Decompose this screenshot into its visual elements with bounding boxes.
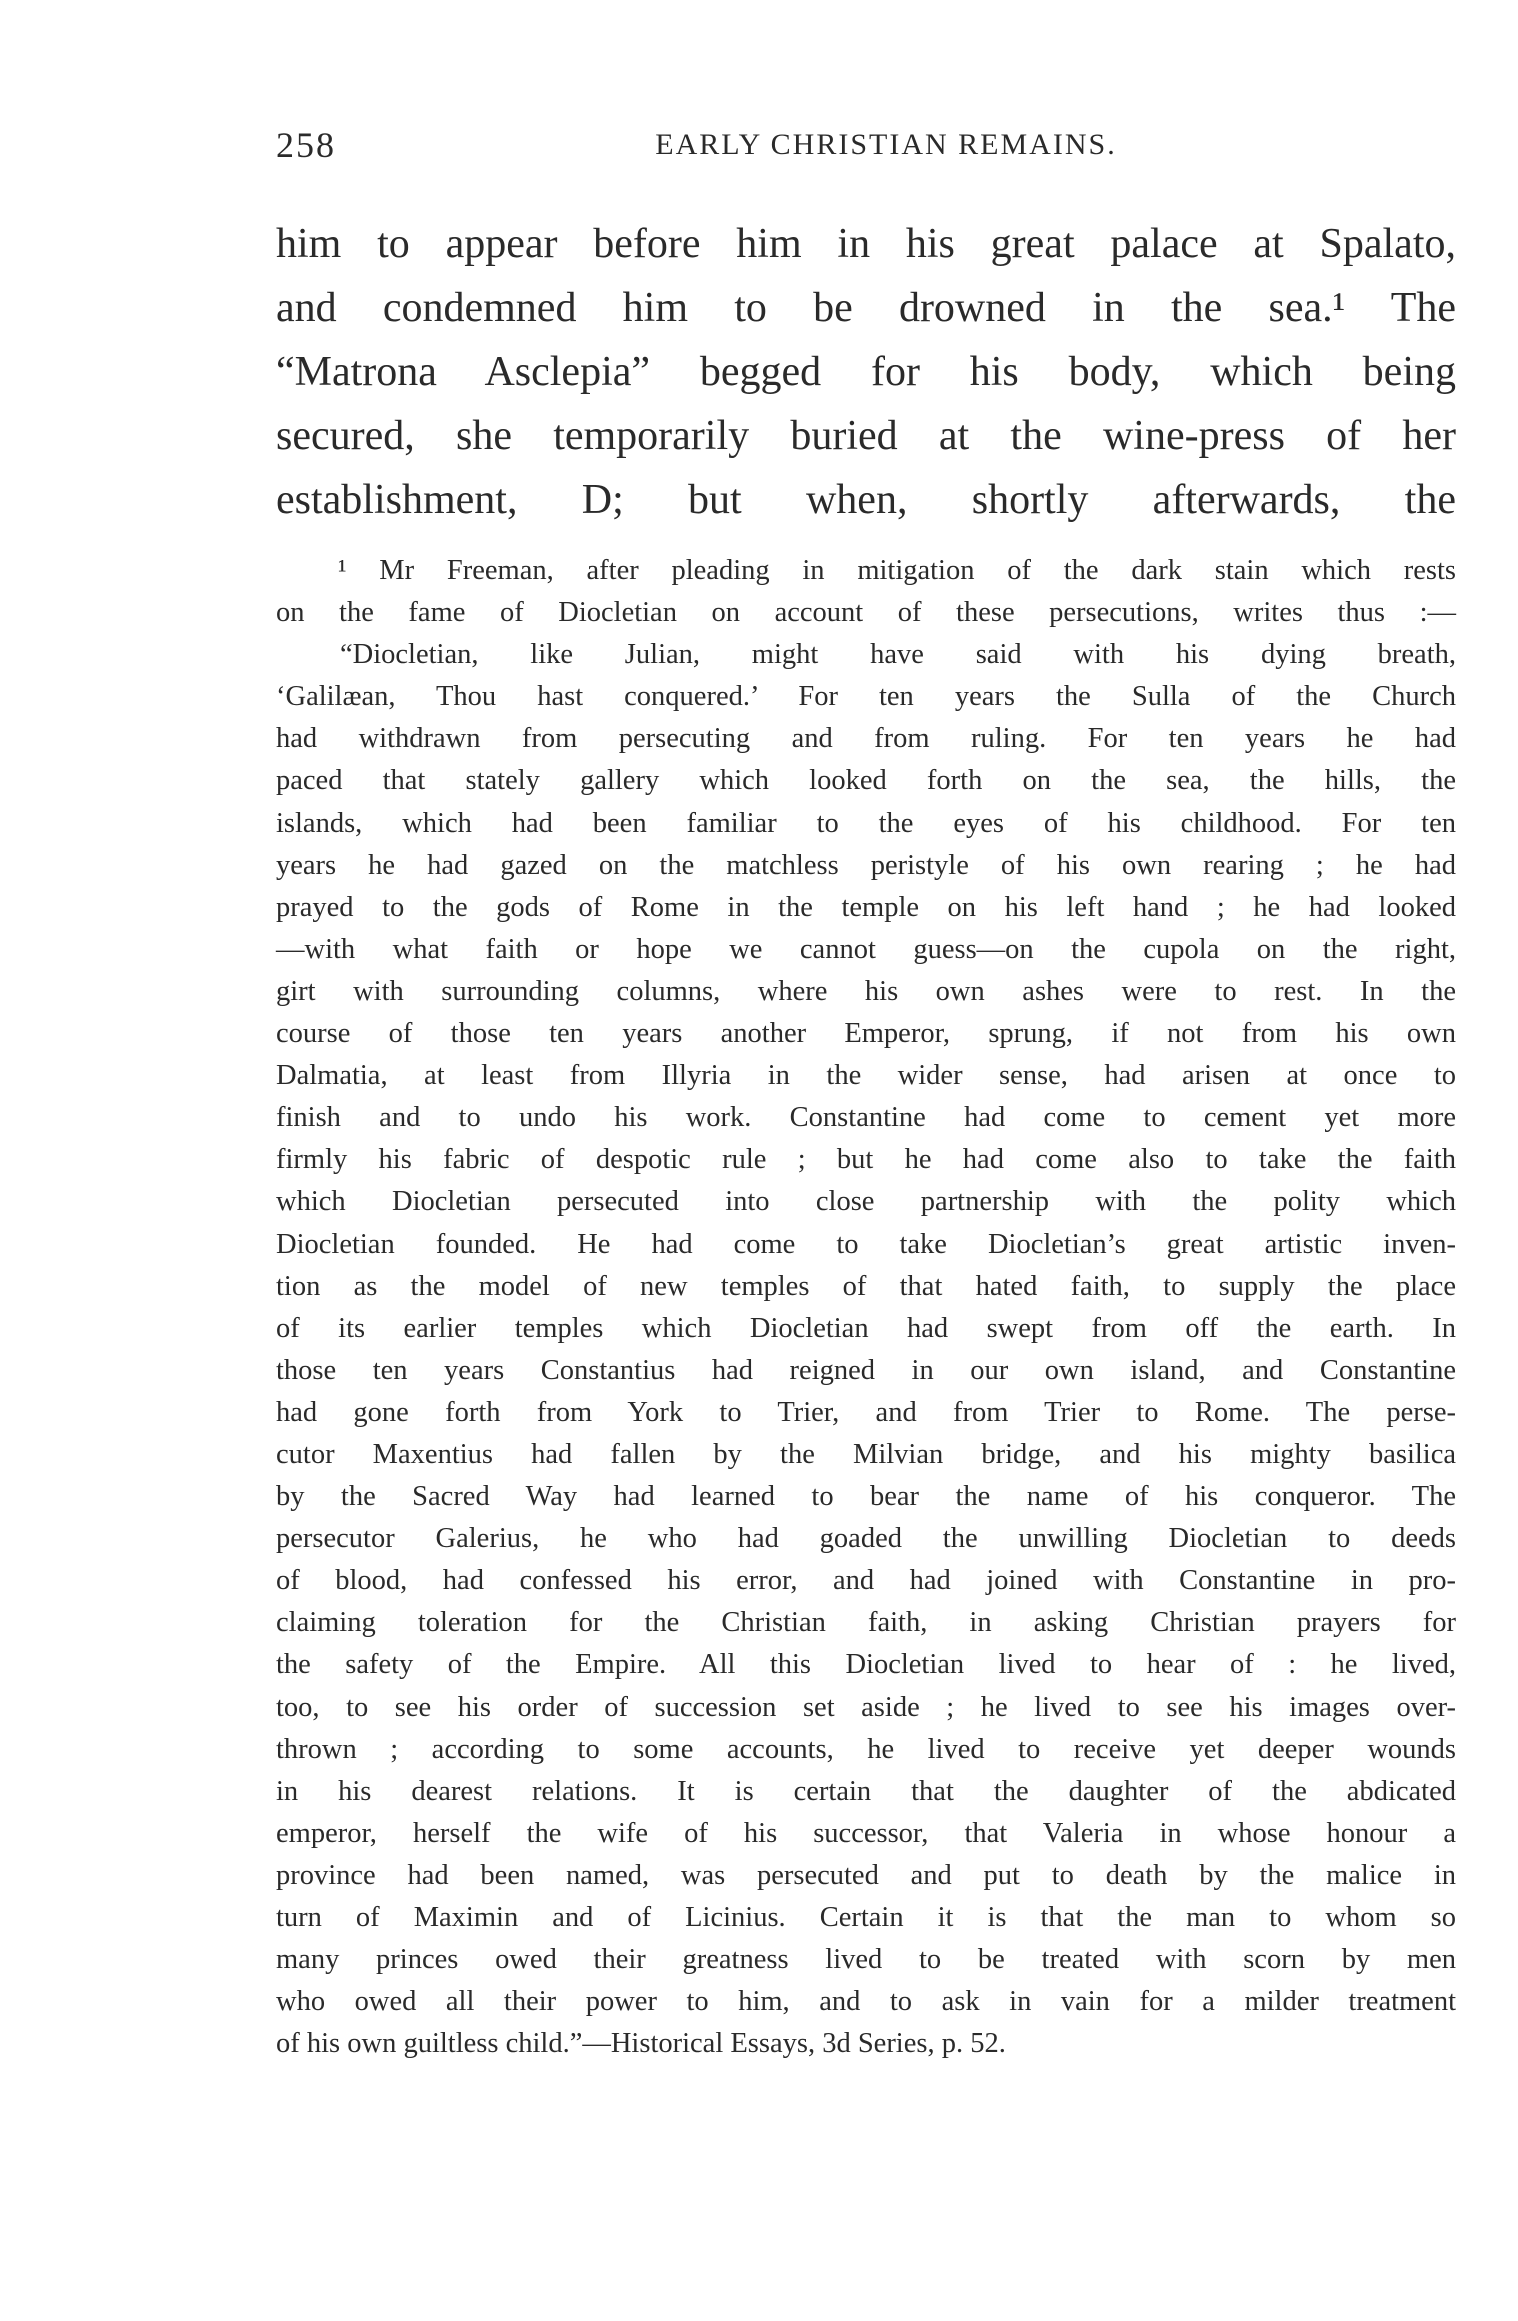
footnote-line: “Diocletian, like Julian, might have said with his dying breath, — [340, 639, 1456, 671]
footnote-line: had gone forth from York to Trier, and from Trier to Rome. The perse- — [276, 1396, 1456, 1428]
footnote-line: which Diocletian persecuted into close partnership with the polity which — [276, 1186, 1456, 1218]
footnote — [276, 550, 1456, 2065]
footnote-line: of blood, had confessed his error, and had joined with Constantine in pro- — [276, 1565, 1456, 1597]
footnote-line: many princes owed their greatness lived to be treated with scorn by men — [276, 1944, 1456, 1976]
footnote-line: girt with surrounding columns, where his own ashes were to rest. In the — [276, 975, 1456, 1007]
footnote-line: emperor, herself the wife of his successor, that Valeria in whose honour a — [276, 1817, 1456, 1849]
body-line: “Matrona Asclepia” begged for his body, which being — [276, 349, 1456, 395]
footnote-line: Dalmatia, at least from Illyria in the wider sense, had arisen at once to — [276, 1060, 1456, 1092]
footnote-line: paced that stately gallery which looked forth on the sea, the hills, the — [276, 765, 1456, 797]
footnote-line: finish and to undo his work. Constantine had come to cement yet more — [276, 1102, 1456, 1134]
footnote-line: in his dearest relations. It is certain that the daughter of the abdicated — [276, 1775, 1456, 1807]
footnote-line: the safety of the Empire. All this Diocletian lived to hear of : he lived, — [276, 1649, 1456, 1681]
body-line: and condemned him to be drowned in the sea.¹ The — [276, 285, 1456, 331]
footnote-line: prayed to the gods of Rome in the temple on his left hand ; he had looked — [276, 891, 1456, 923]
footnote-line: Diocletian founded. He had come to take Diocletian’s great artistic inven- — [276, 1228, 1456, 1260]
footnote-line: ‘Galilæan, Thou hast conquered.’ For ten years the Sulla of the Church — [276, 681, 1456, 713]
footnote-line: course of those ten years another Emperor, sprung, if not from his own — [276, 1018, 1456, 1050]
footnote-line: had withdrawn from persecuting and from ruling. For ten years he had — [276, 723, 1456, 755]
footnote-line: turn of Maximin and of Licinius. Certain it is that the man to whom so — [276, 1902, 1456, 1933]
running-title: EARLY CHRISTIAN REMAINS. — [655, 128, 1117, 161]
footnote-line: cutor Maxentius had fallen by the Milvian bridge, and his mighty basilica — [276, 1438, 1456, 1470]
footnote-line: tion as the model of new temples of that hated faith, to supply the place — [276, 1270, 1456, 1302]
body-line: establishment, D; but when, shortly afterwards, the — [276, 477, 1456, 523]
footnote-line: of his own guiltless child.”—Historical Essays, 3d Series, p. 52. — [276, 2028, 1006, 2060]
body-line: him to appear before him in his great palace at Spalato, — [276, 221, 1456, 267]
footnote-line: years he had gazed on the matchless peristyle of his own rearing ; he had — [276, 849, 1456, 881]
footnote-line: thrown ; according to some accounts, he lived to receive yet deeper wounds — [276, 1733, 1456, 1765]
footnote-line: ¹ Mr Freeman, after pleading in mitigation of the dark stain which rests — [338, 555, 1456, 586]
footnote-line: claiming toleration for the Christian faith, in asking Christian prayers for — [276, 1607, 1456, 1639]
body-line: secured, she temporarily buried at the wine-press of her — [276, 413, 1456, 459]
page-number: 258 — [276, 125, 336, 165]
footnote-line: —with what faith or hope we cannot guess—on the cupola on the right, — [276, 933, 1456, 965]
footnote-line: of its earlier temples which Diocletian had swept from off the earth. In — [276, 1312, 1456, 1344]
footnote-line: who owed all their power to him, and to ask in vain for a milder treatment — [276, 1986, 1456, 2018]
footnote-line: firmly his fabric of despotic rule ; but he had come also to take the faith — [276, 1144, 1456, 1176]
footnote-line: persecutor Galerius, he who had goaded the unwilling Diocletian to deeds — [276, 1523, 1456, 1555]
footnote-line: islands, which had been familiar to the eyes of his childhood. For ten — [276, 807, 1456, 839]
footnote-line: too, to see his order of succession set aside ; he lived to see his images over- — [276, 1691, 1456, 1723]
footnote-line: province had been named, was persecuted and put to death by the malice in — [276, 1859, 1456, 1891]
footnote-line: on the fame of Diocletian on account of these persecutions, writes thus :— — [276, 597, 1456, 629]
running-head — [276, 124, 1456, 174]
footnote-line: by the Sacred Way had learned to bear the name of his conqueror. The — [276, 1481, 1456, 1513]
footnote-line: those ten years Constantius had reigned in our own island, and Constantine — [276, 1354, 1456, 1386]
body-paragraph — [276, 212, 1456, 532]
